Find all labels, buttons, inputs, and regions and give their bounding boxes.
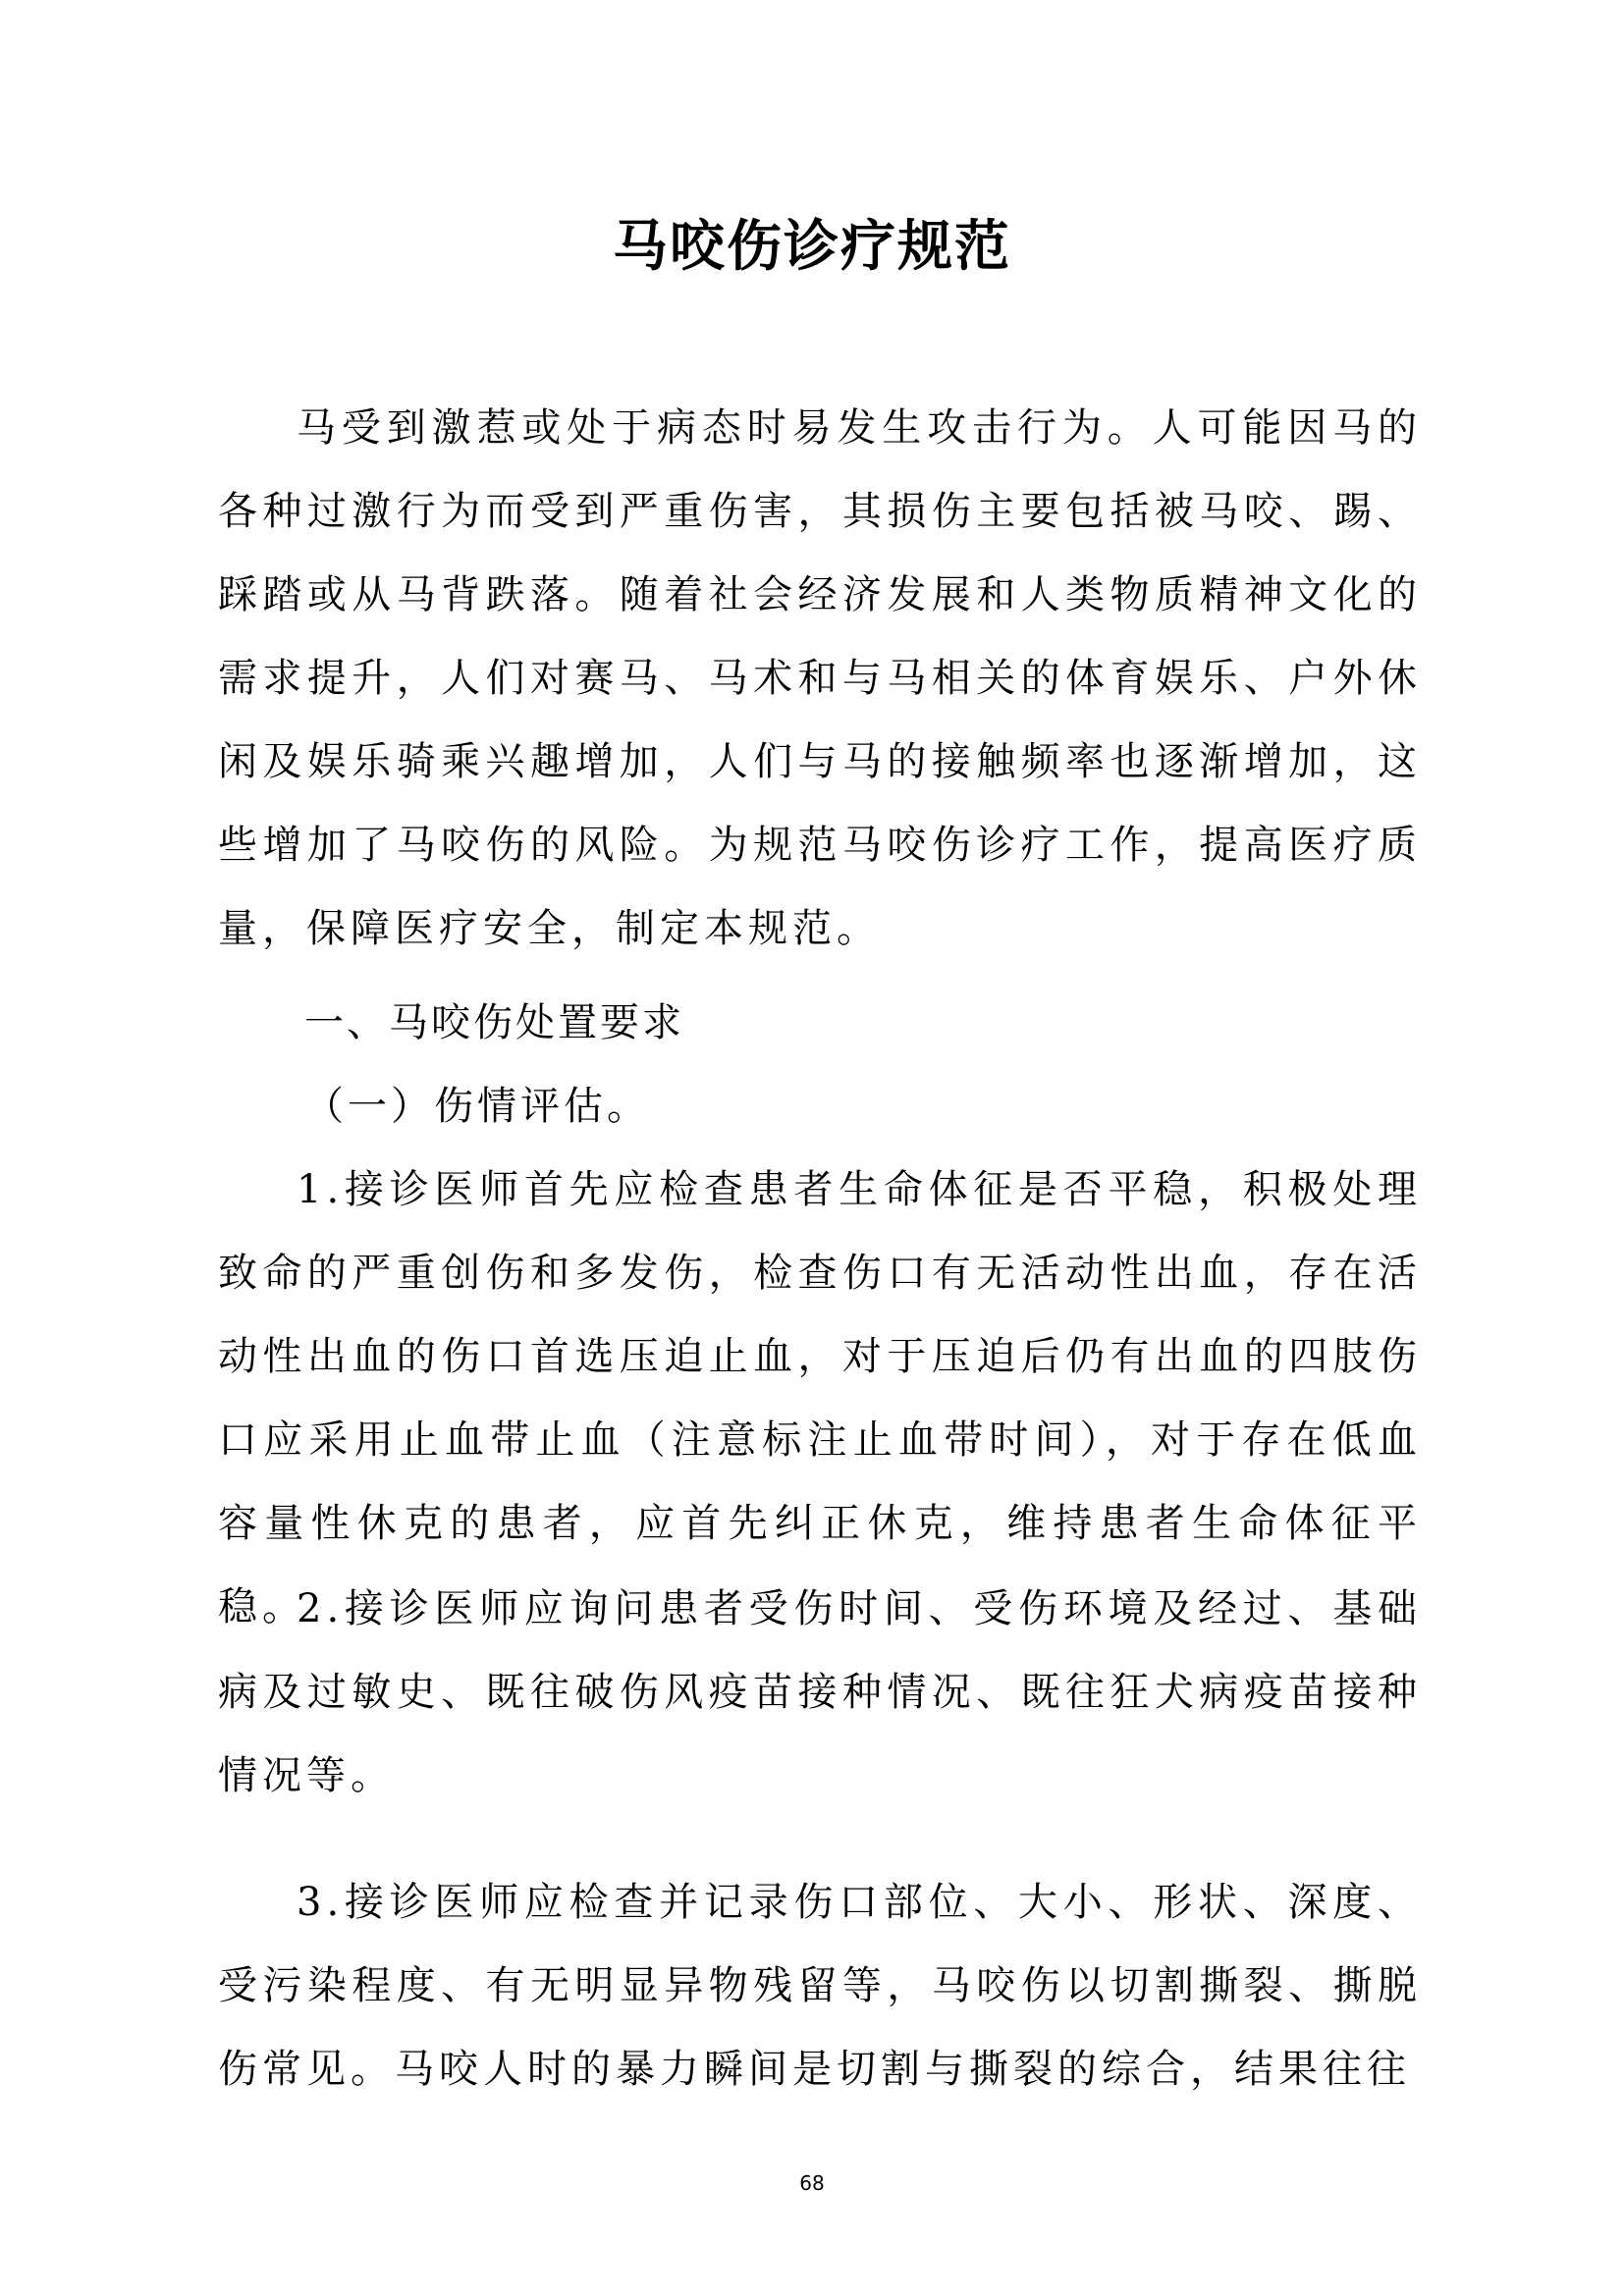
paragraph-item-1: 1.接诊医师首先应检查患者生命体征是否平稳，积极处理致命的严重创伤和多发伤，检查伤口有无活动性出血，存在活动性出血的伤口首选压迫止血，对于压迫后仍有出血的四肢伤口应采用止血带止血（注意标注止血带时间），对于存在低血容量性休克的患者，应首先纠正休克，维持患者生命体征平稳。 <box>218 1167 1422 1629</box>
section-heading: 一、马咬伤处置要求 <box>304 1000 684 1045</box>
page-number: 68 <box>799 2171 825 2195</box>
document-title: 马咬伤诊疗规范 <box>613 215 1011 279</box>
subsection-heading: （一）伤情评估。 <box>304 1084 650 1129</box>
intro-paragraph: 马受到激惹或处于病态时易发生攻击行为。人可能因马的各种过激行为而受到严重伤害，其损伤主要包括被马咬、踢、踩踏或从马背跌落。随着社会经济发展和人类物质精神文化的需求提升，人们对赛马、马术和与马相关的体育娱乐、户外休闲及娱乐骑乘兴趣增加，人们与马的接触频率也逐渐增加，这些增加了马咬伤的风险。为规范马咬伤诊疗工作，提高医疗质量，保障医疗安全，制定本规范。 <box>218 405 1422 951</box>
paragraph-item-3: 3.接诊医师应检查并记录伤口部位、大小、形状、深度、受污染程度、有无明显异物残留等，马咬伤以切割撕裂、撕脱伤常见。马咬人时的暴力瞬间是切割与撕裂的综合，结果往往 <box>218 1880 1422 2092</box>
paragraph-item-2: 2.接诊医师应询问患者受伤时间、受伤环境及经过、基础病及过敏史、既往破伤风疫苗接种情况、既往狂犬病疫苗接种情况等。 <box>218 1586 1422 1798</box>
